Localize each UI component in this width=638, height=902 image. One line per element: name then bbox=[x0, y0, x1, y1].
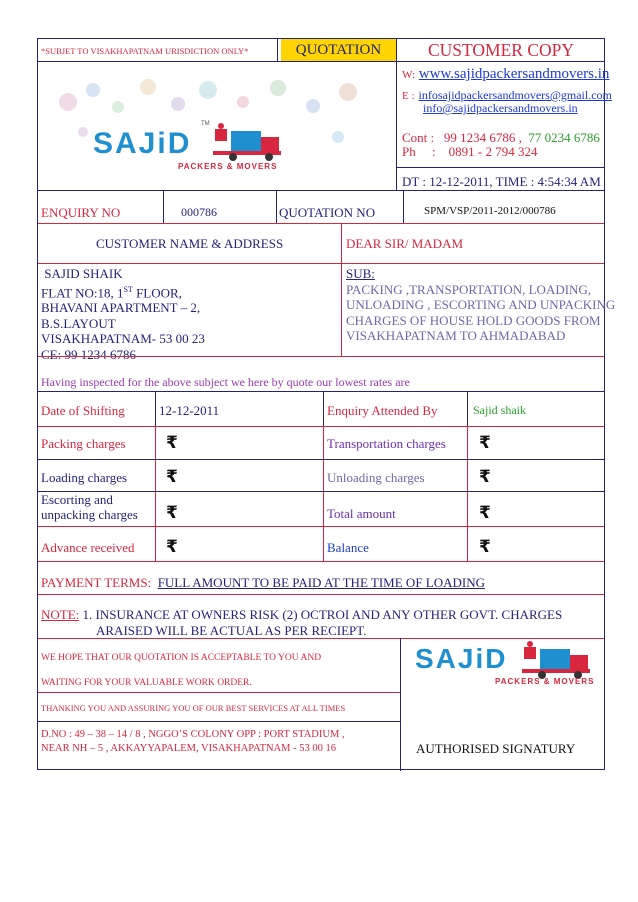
website-link[interactable]: www.sajidpackersandmovers.in bbox=[418, 66, 610, 82]
payment-terms bbox=[41, 575, 485, 591]
note-line-2: ARAISED WILL BE ACTUAL AS PER RECIEPT. bbox=[96, 623, 367, 638]
payment-terms-value: FULL AMOUNT TO BE PAID AT THE TIME OF LOADING bbox=[157, 575, 486, 590]
unloading-charges-label: Unloading charges bbox=[327, 470, 425, 485]
rupee-icon: ₹ bbox=[166, 503, 178, 523]
email-link-2[interactable]: info@sajidpackersandmovers.in bbox=[423, 101, 578, 115]
contact-line: Cont : 99 1234 6786 , 77 0234 6786 bbox=[402, 130, 600, 145]
enquiry-no-value: 000786 bbox=[181, 205, 217, 219]
packing-charges-label: Packing charges bbox=[41, 436, 126, 451]
escorting-charges-label: Escorting and unpacking charges bbox=[41, 492, 138, 522]
phone-line: Ph : 0891 - 2 794 324 bbox=[402, 144, 538, 159]
address-line-1: FLAT NO:18, 1ST FLOOR, bbox=[41, 284, 182, 300]
total-amount-label: Total amount bbox=[327, 506, 396, 521]
advance-received-label: Advance received bbox=[41, 540, 135, 555]
quotation-sheet bbox=[37, 38, 616, 770]
address-line-3: B.S.LAYOUT bbox=[41, 315, 116, 331]
quotation-no-value: SPM/VSP/2011-2012/000786 bbox=[424, 205, 556, 217]
email-line-2 bbox=[423, 99, 578, 117]
website-line: W: www.sajidpackersandmovers.in bbox=[402, 66, 610, 82]
date-of-shifting-label: Date of Shifting bbox=[41, 403, 125, 418]
time-label: TIME bbox=[495, 174, 528, 189]
hope-line-1: WE HOPE THAT OUR QUOTATION IS ACCEPTABLE TO YOU AND bbox=[41, 653, 322, 663]
phone-number: 0891 - 2 794 324 bbox=[448, 144, 538, 159]
footer-company-logo bbox=[415, 643, 595, 686]
hope-line-2: WAITING FOR YOUR VALUABLE WORK ORDER. bbox=[41, 678, 252, 688]
quotation-no-label: QUOTATION NO bbox=[279, 205, 376, 220]
jurisdiction-note: *SUBJET TO VISAKHAPATNAM URISDICTION ONLY* bbox=[41, 46, 249, 56]
date-of-shifting-value: 12-12-2011 bbox=[159, 403, 220, 418]
footer-address-1: D.NO : 49 – 38 – 14 / 8 , NGGO’S COLONY OPP : PORT STADIUM , bbox=[41, 729, 345, 740]
rupee-icon: ₹ bbox=[479, 503, 491, 523]
email-line: E : infosajidpackersandmovers@gmail.com bbox=[402, 88, 612, 102]
rupee-icon: ₹ bbox=[479, 467, 491, 487]
balance-label: Balance bbox=[327, 540, 369, 555]
logo-tagline: PACKERS & MOVERS bbox=[178, 162, 278, 171]
footer-logo-brand: SAJiD bbox=[415, 643, 508, 674]
time-value: : 4:54:34 AM bbox=[530, 174, 601, 189]
subject-label: SUB: bbox=[346, 266, 375, 281]
quotation-title: QUOTATION bbox=[281, 39, 396, 61]
subject-line-3: CHARGES OF HOUSE HOLD GOODS FROM bbox=[346, 312, 601, 328]
logo-tm: TM bbox=[201, 121, 210, 127]
subject-line-4: VISAKHAPATNAM TO AHMADABAD bbox=[346, 328, 566, 343]
company-logo bbox=[93, 121, 278, 171]
email-link-1[interactable]: infosajidpackersandmovers@gmail.com bbox=[418, 88, 612, 102]
salutation: DEAR SIR/ MADAM bbox=[346, 236, 464, 251]
rupee-icon: ₹ bbox=[479, 433, 491, 453]
truck-icon bbox=[211, 123, 287, 163]
subject-block bbox=[346, 266, 615, 344]
logo-brand: SAJiD bbox=[93, 127, 192, 160]
customer-copy-label: CUSTOMER COPY bbox=[428, 40, 575, 60]
address-line-2: BHAVANI APARTMENT – 2, bbox=[41, 300, 201, 316]
note-label: NOTE: bbox=[41, 607, 80, 622]
rupee-icon: ₹ bbox=[166, 537, 178, 557]
date-value: DT : 12-12-2011, bbox=[402, 174, 493, 189]
date-time-line bbox=[402, 174, 601, 190]
note-line-1: NOTE: 1. INSURANCE AT OWNERS RISK (2) OCTROI AND ANY OTHER GOVT. CHARGES bbox=[41, 607, 563, 622]
customer-phone: CE: 99 1234 6786 bbox=[41, 346, 136, 362]
attended-by-label: Enquiry Attended By bbox=[327, 403, 438, 418]
rupee-icon: ₹ bbox=[166, 467, 178, 487]
attended-by-value: Sajid shaik bbox=[473, 403, 526, 417]
address-line-4: VISAKHAPATNAM- 53 00 23 bbox=[41, 331, 205, 347]
customer-name: SAJID SHAIK bbox=[44, 266, 123, 281]
enquiry-no-label: ENQUIRY NO bbox=[41, 205, 121, 220]
footer-truck-icon bbox=[520, 641, 596, 681]
loading-charges-label: Loading charges bbox=[41, 470, 128, 485]
subject-line-1: PACKING ,TRANSPORTATION, LOADING, bbox=[346, 281, 592, 297]
contact-mobile-1: 99 1234 6786 bbox=[443, 130, 516, 145]
intro-text: Having inspected for the above subject we here by quote our lowest rates are bbox=[41, 375, 410, 389]
transportation-charges-label: Transportation charges bbox=[327, 436, 446, 451]
contact-mobile-2: 77 0234 6786 bbox=[528, 130, 600, 145]
customer-heading: CUSTOMER NAME & ADDRESS bbox=[96, 236, 284, 251]
footer-address-2: NEAR NH – 5 , AKKAYYAPALEM, VISAKHAPATNAM - 53 00 16 bbox=[41, 743, 337, 754]
rupee-icon: ₹ bbox=[166, 433, 178, 453]
payment-terms-label: PAYMENT TERMS: bbox=[41, 575, 152, 590]
customer-address bbox=[41, 266, 205, 362]
rupee-icon: ₹ bbox=[479, 537, 491, 557]
footer-logo-tagline: PACKERS & MOVERS bbox=[495, 677, 595, 686]
authorised-signature: AUTHORISED SIGNATURY bbox=[416, 741, 576, 756]
subject-line-2: UNLOADING , ESCORTING AND UNPACKING bbox=[346, 297, 616, 312]
thanking-line: THANKING YOU AND ASSURING YOU OF OUR BEST SERVICES AT ALL TIMES bbox=[41, 703, 346, 713]
